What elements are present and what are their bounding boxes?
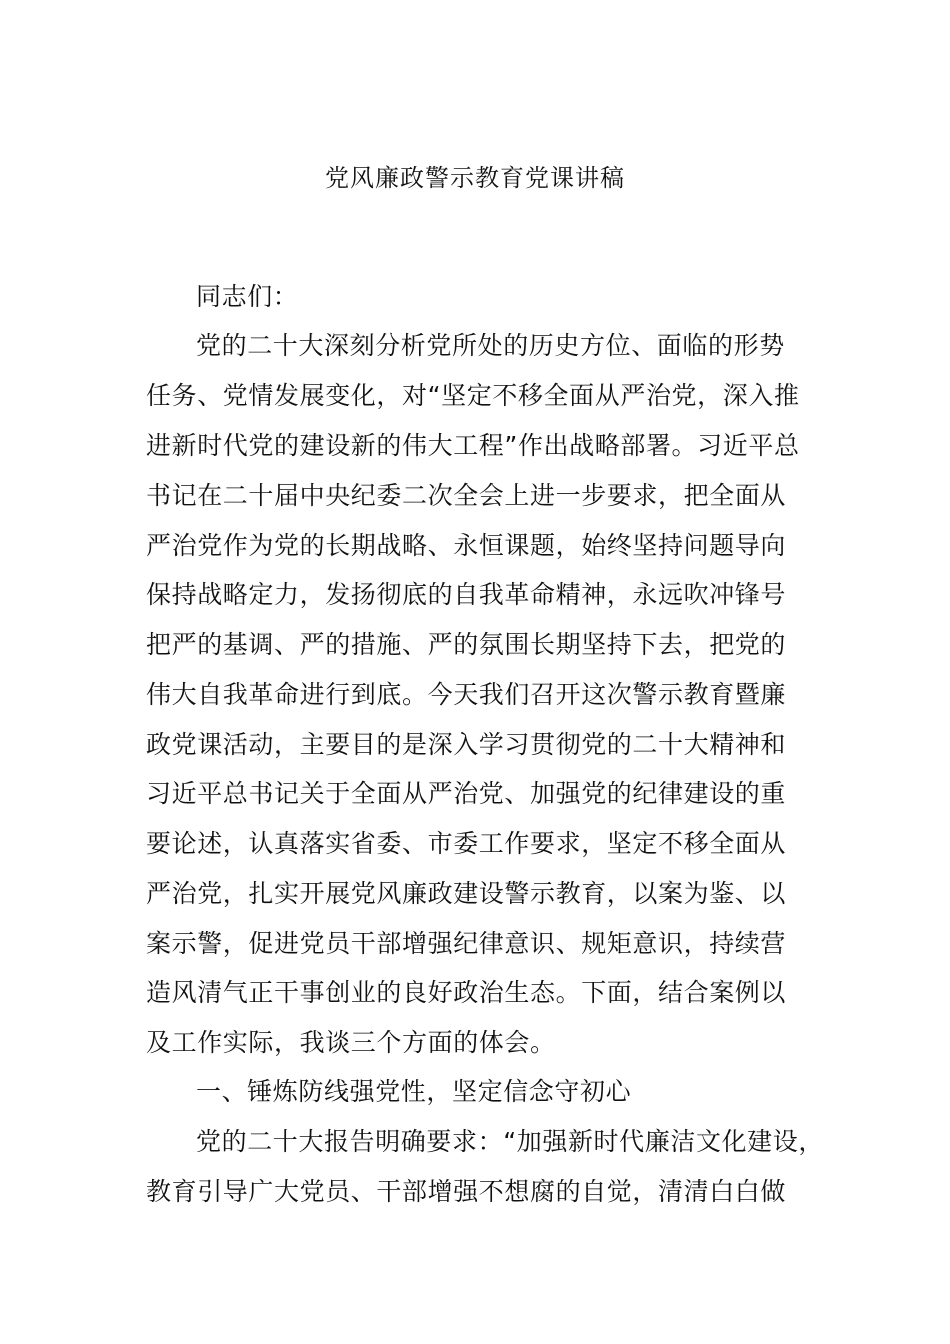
paragraph-line: 习近平总书记关于全面从严治党、加强党的纪律建设的重 [146, 779, 787, 808]
paragraph-line: 书记在二十届中央纪委二次全会上进一步要求，把全面从 [146, 481, 787, 510]
paragraph-line: 党的二十大深刻分析党所处的历史方位、面临的形势 [196, 331, 785, 360]
paragraph-line: 教育引导广大党员、干部增强不想腐的自觉，清清白白做 [146, 1177, 787, 1206]
section-heading: 一、锤炼防线强党性，坚定信念守初心 [196, 1077, 632, 1106]
salutation: 同志们： [196, 282, 299, 311]
document-title: 党风廉政警示教育党课讲稿 [325, 164, 625, 192]
paragraph-line: 党的二十大报告明确要求：“加强新时代廉洁文化建设， [196, 1127, 824, 1156]
paragraph-line: 进新时代党的建设新的伟大工程”作出战略部署。习近平总 [146, 431, 800, 460]
paragraph-line: 案示警，促进党员干部增强纪律意识、规矩意识，持续营 [146, 929, 787, 958]
paragraph-line: 把严的基调、严的措施、严的氛围长期坚持下去，把党的 [146, 630, 787, 659]
paragraph-line: 政党课活动，主要目的是深入学习贯彻党的二十大精神和 [146, 730, 787, 759]
paragraph-line: 任务、党情发展变化，对“坚定不移全面从严治党，深入推 [146, 381, 800, 410]
paragraph-line: 严治党作为党的长期战略、永恒课题，始终坚持问题导向 [146, 531, 787, 560]
paragraph-line: 要论述，认真落实省委、市委工作要求，坚定不移全面从 [146, 829, 787, 858]
paragraph-line: 严治党，扎实开展党风廉政建设警示教育，以案为鉴、以 [146, 879, 787, 908]
paragraph-line: 伟大自我革命进行到底。今天我们召开这次警示教育暨廉 [146, 680, 787, 709]
paragraph-line: 保持战略定力，发扬彻底的自我革命精神，永远吹冲锋号 [146, 580, 787, 609]
paragraph-line: 造风清气正干事创业的良好政治生态。下面，结合案例以 [146, 978, 787, 1007]
paragraph-line: 及工作实际，我谈三个方面的体会。 [146, 1028, 556, 1057]
